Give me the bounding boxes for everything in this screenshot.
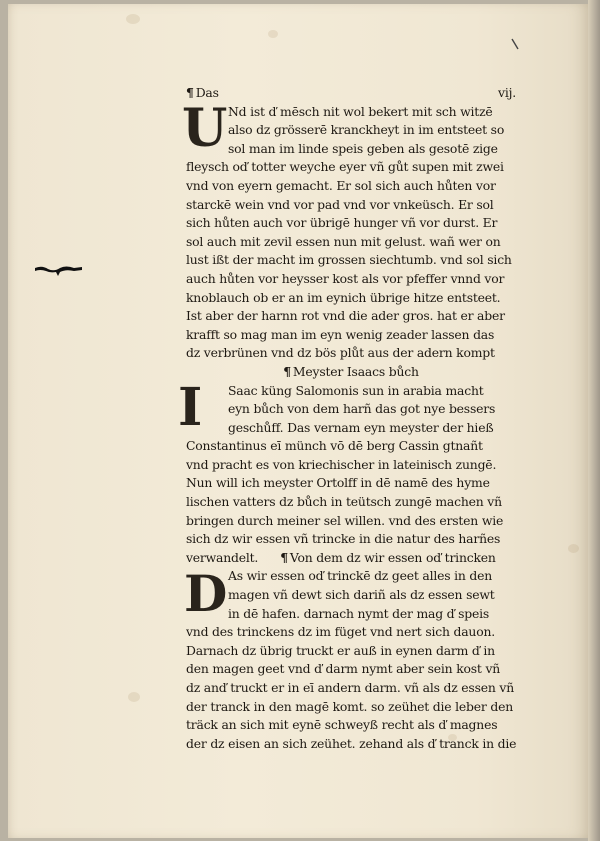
text-line: sol man im linde speis geben als gesotē zige (228, 140, 498, 156)
drop-cap-i: I (178, 376, 203, 438)
paper-stain (268, 30, 278, 38)
section-label-text: Das (195, 85, 219, 100)
text-line: As wir essen oď trinckē dz geet alles in den (228, 568, 493, 584)
text-line: Ist aber der harnn rot vnd die ader gros. hat er aber (186, 308, 505, 324)
text-line: sol auch mit zevil essen nun mit gelust. wañ wer on (186, 233, 501, 249)
text-line: träck an sich mit eynē schweyß recht als ď magnes (186, 717, 498, 733)
text-line: der dz eisen an sich zeühet. zehand als ď tranck in die (186, 735, 516, 751)
section-heading-text: Meyster Isaacs bůch (292, 363, 419, 379)
paper-stain (568, 544, 579, 553)
drop-cap-d: D (184, 564, 228, 624)
rubric-heading: ¶ Von dem dz wir essen oď trincken (280, 549, 496, 565)
text-line: auch hůten vor heysser kost als vor pfeffer vnnd vor (186, 270, 505, 286)
text-line: lischen vatters dz bůch in teütsch zungē machen vñ (186, 494, 502, 510)
text-line: Nun will ich meyster Ortolff in dē namē des hyme (186, 475, 490, 491)
text-line: vnd pracht es von kriechischer in lateinisch zungē. (186, 456, 497, 472)
text-line: vnd des trinckens dz im füget vnd nert sich dauon. (186, 624, 495, 640)
text-line: den magen geet vnd ď darm nymt aber sein kost vñ (186, 661, 501, 677)
text-line: knoblauch ob er an im eynich übrige hitze entsteet. (186, 289, 501, 305)
text-block (178, 84, 516, 753)
paragraph-1 (182, 97, 516, 363)
text-line-with-rubric (186, 549, 516, 568)
text-line: bringen durch meiner sel willen. vnd des ersten wie (186, 512, 504, 528)
rubric-heading-text: Von dem dz wir essen oď trincken (289, 549, 496, 565)
margin-ink-mark-icon (34, 262, 84, 278)
text-line: der tranck in den magē komt. so zeühet die leber den (186, 698, 514, 714)
paragraph-2 (178, 376, 516, 568)
text-line: geschůff. Das vernam eyn meyster der hieß (228, 419, 494, 435)
text-line: magen vñ dewt sich dariñ als dz essen sewt (228, 587, 495, 603)
text-line: krafft so mag man im eyn wenig zeader lassen das (186, 326, 495, 342)
paper-stain (128, 692, 140, 702)
line-end-word: verwandelt. (186, 549, 259, 565)
text-line: in dē hafen. darnach nymt der mag ď speis (228, 605, 490, 621)
text-line: fleysch oď totter weyche eyer vñ gůt supen mit zwei (186, 159, 504, 175)
text-line: Saac küng Salomonis sun in arabia macht (228, 382, 484, 398)
text-line: lust ißt der macht im grossen siechtumb. vnd sol sich (186, 252, 512, 268)
corner-tick-icon (510, 38, 520, 50)
page-binding-edge (588, 0, 600, 841)
drop-cap-u: U (182, 97, 228, 159)
text-line: sich hůten auch vor übrigē hunger vñ vor durst. Er (186, 215, 498, 231)
text-line: vnd von eyern gemacht. Er sol sich auch hůten vor (186, 177, 496, 193)
paragraph-3 (184, 564, 516, 753)
text-line: starckē wein vnd vor pad vnd vor vnkeüsch. Er sol (186, 196, 494, 212)
paper-stain (126, 14, 140, 24)
text-line: Nd ist ď mēsch nit wol bekert mit sch witzē (228, 103, 493, 119)
text-line: dz anď truckt er in eī andern darm. vñ als dz essen vñ (186, 680, 514, 695)
text-line: eyn bůch von dem harñ das got nye bessers (228, 401, 496, 417)
text-line: also dz grösserē kranckheyt in im entsteet so (228, 122, 505, 138)
folio-number: vij. (498, 85, 516, 100)
text-line: Darnach dz übrig truckt er auß in eynen darm ď in (186, 642, 495, 658)
text-line: sich dz wir essen vñ trincke in die natur des harñes (186, 531, 501, 547)
section-label: ¶ Das (186, 85, 219, 100)
text-line: Constantinus eī münch vō dē berg Cassin gtnañt (186, 438, 483, 454)
text-line: dz verbrünen vnd dz bös plůt aus der adern kompt (186, 345, 495, 361)
section-heading: ¶ Meyster Isaacs bůch (283, 363, 419, 379)
running-header (186, 84, 516, 103)
